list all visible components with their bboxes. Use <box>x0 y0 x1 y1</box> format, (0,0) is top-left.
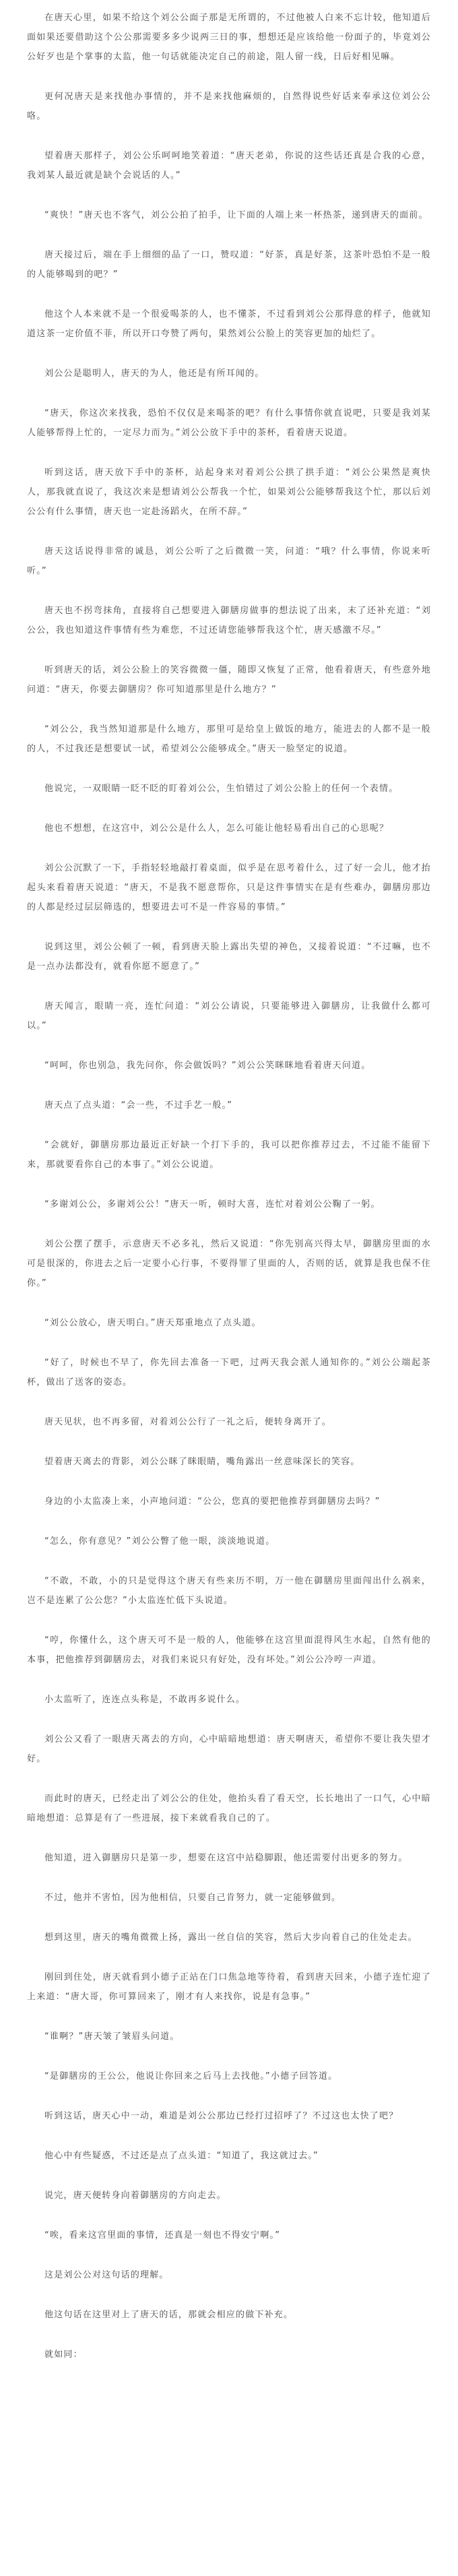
paragraph: 他这个人本来就不是一个很爱喝茶的人，也不懂茶，不过看到刘公公那得意的样子，他就知道这茶一定价值不菲，所以开口夸赞了两句，果然刘公公脸上的笑容更加的灿烂了。 <box>27 309 431 339</box>
paragraph: 在唐天心里，如果不给这个刘公公面子那是无所谓的，不过他被人白来不忘计较，他知道后面如果还要借助这个公公那需要多多少说两三日的事，想想还是应该给他一份面子的，毕竟刘公公好歹也是个掌事的太监，他一句话就能决定自己的前途，阻人留一线，日后好相见嘛。 <box>27 13 431 62</box>
paragraph: “多谢刘公公，多谢刘公公！”唐天一听，顿时大喜，连忙对着刘公公鞠了一躬。 <box>44 1199 381 1210</box>
paragraph: 他说完，一双眼睛一眨不眨的盯着刘公公，生怕错过了刘公公脸上的任何一个表情。 <box>44 784 399 794</box>
paragraph: “唉，看来这宫里面的事情，还真是一刻也不得安宁啊。” <box>44 2230 281 2240</box>
paragraph: 望着唐天那样子，刘公公乐呵呵地笑着道：“唐天老弟，你说的这些话还真是合我的心意，我刘某人最近就是缺个会说话的人。” <box>27 151 431 181</box>
paragraph: 唐天闻言，眼睛一亮，连忙问道：“刘公公请说，只要能够进入御膳房，让我做什么都可以。” <box>27 1001 431 1031</box>
paragraph: 身边的小太监凑上来，小声地问道：“公公，您真的要把他推荐到御膳房去吗？” <box>44 1497 381 1507</box>
paragraph: 想到这里，唐天的嘴角微微上扬，露出一丝自信的笑容，然后大步向着自己的住处走去。 <box>44 1933 418 1943</box>
paragraph: 说到这里，刘公公顿了一顿，看到唐天脸上露出失望的神色，又接着说道：“不过嘛，也不是一点办法都没有，就看你愿不愿意了。” <box>27 942 431 972</box>
paragraph: 小太监听了，连连点头称是，不敢再多说什么。 <box>44 1695 246 1705</box>
paragraph: “刘公公放心，唐天明白。”唐天郑重地点了点头道。 <box>44 1318 261 1328</box>
paragraph: “好了，时候也不早了，你先回去准备一下吧，过两天我会派人通知你的。”刘公公端起茶杯，做出了送客的姿态。 <box>27 1358 431 1387</box>
paragraph: “爽快！”唐天也不客气，刘公公拍了拍手，让下面的人端上来一杯热茶，递到唐天的面前。 <box>44 210 428 220</box>
paragraph: 听到唐天的话，刘公公脸上的笑容微微一僵，随即又恢复了正常，他看着唐天，有些意外地问道：“唐天，你要去御膳房？你可知道那里是什么地方？” <box>27 665 431 695</box>
paragraph: “刘公公，我当然知道那是什么地方，那里可是给皇上做饭的地方，能进去的人都不是一般的人，不过我还是想要试一试，希望刘公公能够成全。”唐天一脸坚定的说道。 <box>27 724 431 754</box>
paragraph: 刘公公摆了摆手，示意唐天不必多礼，然后又说道：“你先别高兴得太早，御膳房里面的水可是很深的，你进去之后一定要小心行事，不要得罪了里面的人，否则的话，就算是我也保不住你。” <box>27 1239 431 1288</box>
paragraph: “会就好，御膳房那边最近正好缺一个打下手的，我可以把你推荐过去，不过能不能留下来，那就要看你自己的本事了。”刘公公说道。 <box>27 1140 431 1170</box>
paragraph: 听到这话，唐天放下手中的茶杯，站起身来对着刘公公拱了拱手道：“刘公公果然是爽快人，那我就直说了，我这次来是想请刘公公帮我一个忙，如果刘公公能够帮我这个忙，那以后刘公公有什么事情，唐天也一定赴汤蹈火，在所不辞。” <box>27 468 431 517</box>
paragraph: “不敢，不敢，小的只是觉得这个唐天有些来历不明，万一他在御膳房里面闯出什么祸来，岂不是连累了公公您？”小太监连忙低下头说道。 <box>27 1576 431 1606</box>
paragraph: “谁啊？”唐天皱了皱眉头问道。 <box>44 2032 180 2042</box>
paragraph: 不过，他并不害怕，因为他相信，只要自己肯努力，就一定能够做到。 <box>44 1893 341 1903</box>
paragraph: 他这句话在这里对上了唐天的话，那就会相应的做下补充。 <box>44 2310 294 2320</box>
paragraph: “怎么，你有意见？”刘公公瞥了他一眼，淡淡地说道。 <box>44 1536 275 1546</box>
paragraph: 刘公公沉默了一下，手指轻轻地敲打着桌面，似乎是在思考着什么，过了好一会儿，他才抬起头来看着唐天说道：“唐天，不是我不愿意帮你，只是这件事情实在是有些难办，御膳房那边的人都是经过层层筛选的，想要进去可不是一件容易的事情。” <box>27 863 431 912</box>
paragraph: “是御膳房的王公公，他说让你回来之后马上去找他。”小德子回答道。 <box>44 2071 338 2081</box>
paragraph: 唐天接过后，端在手上细细的品了一口，赞叹道：“好茶，真是好茶，这茶叶恐怕不是一般的人能够喝到的吧？” <box>27 250 431 280</box>
paragraph: 更何况唐天是来找他办事情的，并不是来找他麻烦的，自然得说些好话来奉承这位刘公公咯。 <box>27 92 431 121</box>
paragraph: 他心中有些疑惑，不过还是点了点头道：“知道了，我这就过去。” <box>44 2151 319 2161</box>
paragraph: 就如同： <box>44 2350 83 2360</box>
paragraph: “哼，你懂什么，这个唐天可不是一般的人，他能够在这宫里面混得风生水起，自然有他的本事，把他推荐到御膳房去，对我们来说只有好处，没有坏处。”刘公公冷哼一声道。 <box>27 1635 431 1665</box>
paragraph: 刚回到住处，唐天就看到小德子正站在门口焦急地等待着，看到唐天回来，小德子连忙迎了上来道：“唐大哥，你可算回来了，刚才有人来找你，说是有急事。” <box>27 1972 431 2002</box>
paragraph: 刘公公又看了一眼唐天离去的方向，心中暗暗地想道：唐天啊唐天，希望你不要让我失望才好。 <box>27 1734 431 1764</box>
paragraph: “唐天，你这次来找我，恐怕不仅仅是来喝茶的吧？有什么事情你就直说吧，只要是我刘某人能够帮得上忙的，一定尽力而为。”刘公公放下手中的茶杯，看着唐天说道。 <box>27 408 431 438</box>
article-body <box>27 8 431 2364</box>
paragraph: 听到这话，唐天心中一动，难道是刘公公那边已经打过招呼了？不过这也太快了吧？ <box>44 2111 399 2121</box>
paragraph: 唐天点了点头道：“会一些，不过手艺一般。” <box>44 1100 233 1110</box>
paragraph: 这是刘公公对这句话的理解。 <box>44 2270 169 2280</box>
paragraph: 说完，唐天便转身向着御膳房的方向走去。 <box>44 2191 226 2201</box>
paragraph: 唐天也不拐弯抹角，直接将自己想要进入御膳房做事的想法说了出来，末了还补充道：“刘公公，我也知道这件事情有些为难您，不过还请您能够帮我这个忙，唐天感激不尽。” <box>27 606 431 635</box>
paragraph: 刘公公是聪明人，唐天的为人，他还是有所耳闻的。 <box>44 369 265 379</box>
paragraph: 他知道，进入御膳房只是第一步，想要在这宫中站稳脚跟，他还需要付出更多的努力。 <box>44 1853 408 1863</box>
paragraph: 唐天这话说得非常的诚恳，刘公公听了之后微微一笑，问道：“哦？什么事情，你说来听听。” <box>27 546 431 576</box>
paragraph: 他也不想想，在这宫中，刘公公是什么人，怎么可能让他轻易看出自己的心思呢？ <box>44 823 389 834</box>
paragraph: 唐天见状，也不再多留，对着刘公公行了一礼之后，便转身离开了。 <box>44 1417 332 1427</box>
paragraph: “呵呵，你也别急，我先问你，你会做饭吗？”刘公公笑眯眯地看着唐天问道。 <box>44 1061 371 1071</box>
paragraph: 望着唐天离去的背影，刘公公眯了眯眼睛，嘴角露出一丝意味深长的笑容。 <box>44 1457 360 1467</box>
paragraph: 而此时的唐天，已经走出了刘公公的住处，他抬头看了看天空，长长地出了一口气，心中暗暗地想道：总算是有了一些进展，接下来就看我自己的了。 <box>27 1794 431 1823</box>
